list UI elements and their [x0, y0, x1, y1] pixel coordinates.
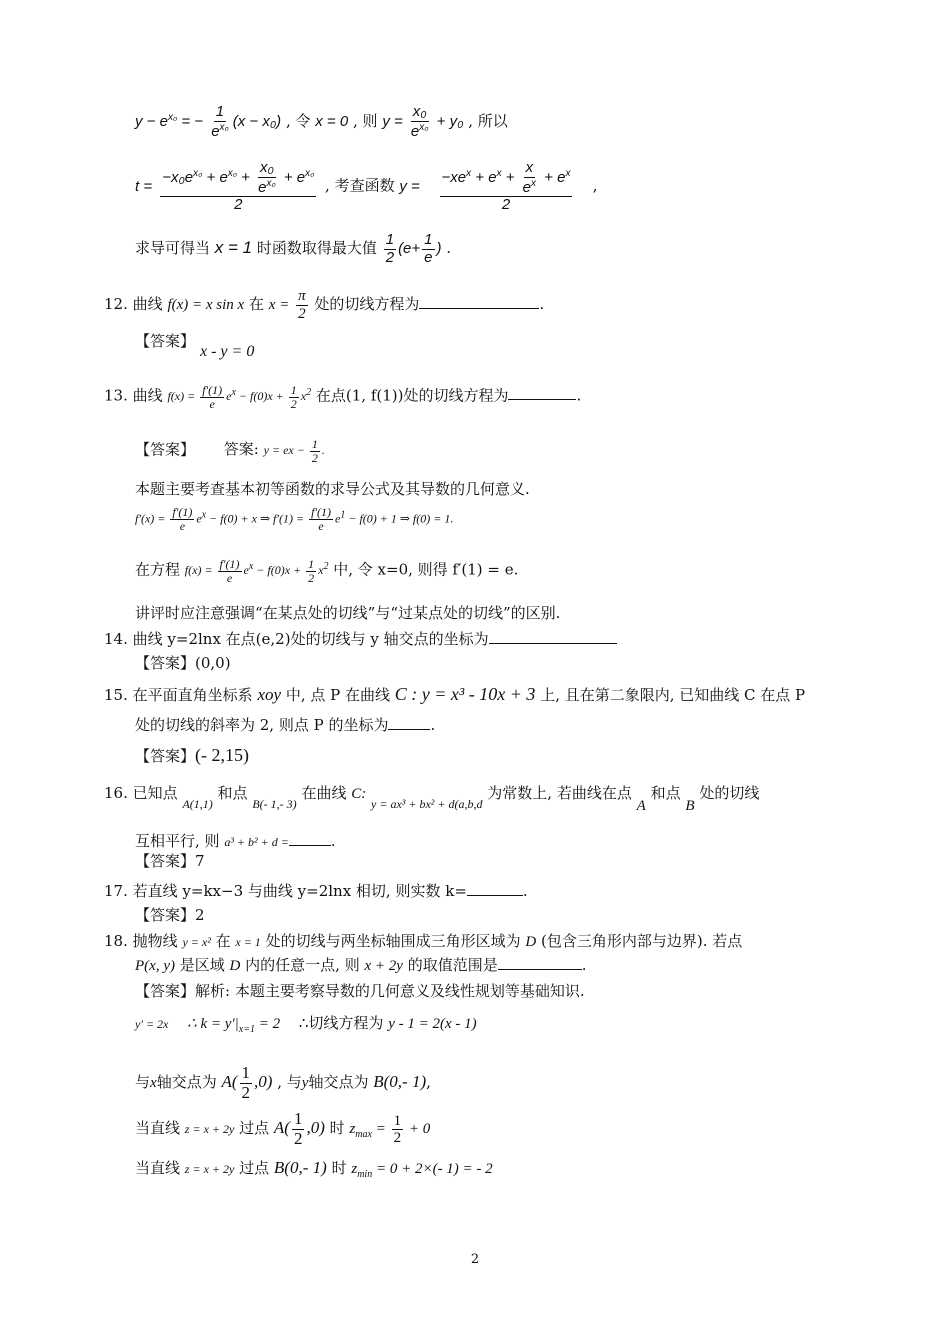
q18-slope: ∴ $k = y'|_{x=1} = 2$: [187, 1016, 281, 1035]
q16-point-b: B(- 1,- 3): [252, 797, 297, 811]
intercept-equation: y = $\frac{\text{x₀}}{e^{x_0}}$ + y₀: [382, 103, 464, 140]
q12-pi-over-2: $\frac{\pi}{2}$: [298, 288, 306, 322]
q18-s2x: x: [150, 1075, 157, 1092]
q13-answer: y = ex − $\frac{1}{2}$ .: [263, 437, 325, 466]
q18-end: .: [581, 956, 587, 974]
q13-end: .: [576, 386, 582, 405]
q18-zmax: $z_{max}$ = $\frac{1}{2}$ + 0: [349, 1112, 431, 1147]
q18-s3c: 时: [329, 1119, 345, 1138]
q16-t1: 已知点: [132, 784, 178, 802]
q15-answer: (- 2,15): [195, 745, 249, 765]
q16-end: .: [330, 832, 336, 850]
q13-blank: [508, 399, 576, 400]
text-shi: 时函数取得最大值: [256, 238, 377, 257]
q15-answer-line: [135, 745, 249, 767]
q18-s4c: 时: [331, 1159, 347, 1177]
x-one: x = 1: [214, 237, 253, 257]
q18-blank: [498, 969, 582, 970]
q18-t2: 在: [215, 932, 231, 950]
q16-answer-label: 【答案】: [135, 852, 196, 870]
q12-num: 12.: [104, 295, 128, 313]
q16-expr: a³ + b² + d =: [224, 835, 289, 849]
text-kaocha: , 考查函数: [325, 176, 395, 195]
q17-answer-line: [135, 906, 205, 924]
q17-num: 17.: [104, 882, 128, 900]
q18-s3z: z = x + 2y: [184, 1122, 235, 1137]
q18-tangent: y - 1 = 2(x - 1): [388, 1016, 477, 1032]
q14-answer: (0,0): [195, 654, 231, 672]
q12-end: .: [539, 295, 545, 313]
q18-t5: 是区域: [179, 956, 225, 974]
q13-exp3b: 中, 令 x=0, 则得 f′(1) = e.: [333, 560, 519, 579]
q12-blank: [419, 308, 539, 309]
text-ze: , 则: [352, 111, 378, 130]
q13-t1: 曲线: [132, 386, 163, 405]
q18-s2a: 与: [135, 1073, 151, 1092]
q18-s2c: , 与: [277, 1073, 302, 1092]
q16-t6: 处的切线: [699, 784, 760, 802]
q18-d: D: [525, 934, 537, 950]
page-number: 2: [470, 1252, 480, 1267]
q16-blank: [289, 845, 331, 846]
q18-t7: 的取值范围是: [407, 956, 498, 974]
q18-line-1: [104, 932, 742, 951]
q15-xoy: xoy: [257, 685, 282, 704]
q13-num: 13.: [104, 386, 128, 405]
q15-curve: C : y = x³ - 10x + 3: [394, 684, 536, 704]
q14-answer-line: [135, 654, 231, 672]
q12-function: f(x) = x sin x: [167, 297, 245, 313]
q18-t3: 处的切线与两坐标轴围成三角形区域为: [265, 932, 521, 950]
q12-answer: x - y = 0: [200, 343, 255, 360]
q15-line-1: [104, 684, 805, 706]
q12-line: [104, 288, 544, 322]
q17-answer-label: 【答案】: [135, 906, 196, 924]
q16-curve: y = ax³ + bx² + d(a,b,d: [371, 797, 483, 811]
q18-d2: D: [229, 958, 241, 974]
q18-s2e: ,: [426, 1073, 431, 1092]
q18-s3-point: A( $\frac{1}{2}$ ,0): [273, 1109, 325, 1148]
q15-t3: 上, 且在第二象限内, 已知曲线 C 在点 P: [540, 686, 806, 704]
q15-line-2: [135, 716, 435, 734]
q18-num: 18.: [104, 932, 128, 950]
q18-step-3: [135, 1110, 430, 1148]
q13-explain-3: [135, 558, 518, 585]
q16-point-a: A(1,1): [182, 797, 213, 811]
q18-s2b: 轴交点为: [156, 1073, 217, 1092]
q18-s3b: 过点: [239, 1119, 270, 1138]
q15-t1: 在平面直角坐标系: [132, 686, 253, 704]
q12-t2: 在: [248, 295, 264, 313]
q14-answer-label: 【答案】: [135, 654, 196, 672]
q18-line-2: [135, 956, 587, 975]
q18-s4-point: B(0,- 1): [273, 1158, 327, 1177]
q18-step-1: [135, 1014, 477, 1036]
q13-exp3-formula: f(x) = $\frac{f'(1)}{e}$ $e^x - f(0)x$ + $\frac{1}{2}$ $x^2$: [184, 557, 329, 586]
q15-t4: 处的切线的斜率为 2, 则点 P 的坐标为: [135, 716, 389, 734]
q16-curve-c: C:: [351, 786, 367, 802]
q18-t6: 内的任意一点, 则: [245, 956, 360, 974]
y-function: y = $-xe^x + e^x$ + $\frac{x}{e^x}$ + $e^x$ 2: [399, 159, 571, 213]
q13-answer-line: [135, 438, 325, 465]
x-zero: x = 0: [315, 112, 349, 130]
q16-t2: 和点: [217, 784, 248, 802]
text-comma: ,: [592, 176, 598, 195]
q12-xeq: x =: [268, 297, 290, 313]
q16-t7: 互相平行, 则: [135, 832, 220, 850]
q16-line-2: [135, 832, 336, 850]
q16-answer-line: [135, 852, 205, 870]
q18-point-a: A( $\frac{1}{2}$ ,0): [221, 1063, 273, 1102]
q15-num: 15.: [104, 686, 128, 704]
q14-blank: [489, 643, 617, 644]
q18-parabola: y = x²: [182, 935, 211, 949]
q16-t3: 在曲线: [301, 784, 347, 802]
q13-exp3a: 在方程: [135, 560, 181, 579]
q15-answer-label: 【答案】: [135, 747, 196, 765]
q14-text: 曲线 y=2lnx 在点(e,2)处的切线与 y 轴交点的坐标为: [132, 630, 489, 648]
q13-explain-2: f′(x) = $\frac{f'(1)}{e}$ $e^x - f(0) + x$ ⇒ f′(1) = $\frac{f'(1)}{e}$ $e^1 - f(0) + 1$ ⇒ f(0) = 1.: [135, 505, 454, 534]
q18-point-b: B(0,- 1): [373, 1072, 427, 1092]
q17-text: 若直线 y=kx−3 与曲线 y=2lnx 相切, 则实数 k=: [132, 882, 467, 900]
q18-point-p: P(x, y): [135, 958, 175, 974]
q12-t3: 处的切线方程为: [314, 295, 420, 313]
q13-line: [104, 384, 581, 411]
q12-answer-label: 【答案】: [135, 332, 196, 350]
q17-blank: [467, 895, 523, 896]
q16-b: B: [685, 798, 695, 814]
top-line-3: [135, 232, 451, 266]
q18-s4b: 过点: [239, 1159, 270, 1177]
text-suoyi: , 所以: [468, 111, 508, 130]
q18-s4a: 当直线: [135, 1159, 181, 1177]
top-line-1: [135, 104, 508, 140]
q18-s2d: 轴交点为: [308, 1073, 369, 1092]
q18-s4z: z = x + 2y: [184, 1162, 235, 1176]
q13-function: f(x) = $\frac{f'(1)}{e}$ $e^x - f(0)x$ + $\frac{1}{2}$ $x^2$: [167, 383, 312, 412]
q14-line: [104, 630, 617, 648]
q18-zmin: $z_{min} = 0 + 2\times(-$ 1) = - 2: [351, 1161, 493, 1180]
q15-t2: 中, 点 P 在曲线: [285, 686, 390, 704]
q17-answer: 2: [195, 906, 205, 924]
q18-s1c: ∴切线方程为: [298, 1014, 384, 1032]
q16-num: 16.: [104, 784, 128, 802]
top-line-2: [135, 160, 598, 214]
q18-answer-label: 【答案】: [135, 982, 196, 1000]
q15-end: .: [430, 716, 436, 734]
q13-t2: 在点(1, f(1))处的切线方程为: [315, 386, 509, 405]
q13-explain-4: 讲评时应注意强调“在某点处的切线”与“过某点处的切线”的区别.: [135, 604, 561, 622]
q16-answer: 7: [195, 852, 205, 870]
max-value: $\frac{1}{2}$ (e+ $\frac{1}{e}$ ): [385, 231, 442, 266]
q18-t4: (包含三角形内部与边界). 若点: [541, 932, 743, 950]
q18-x1: x = 1: [235, 935, 261, 949]
q16-line-1: [104, 784, 759, 815]
q18-s3a: 当直线: [135, 1119, 181, 1138]
text-dot: .: [446, 238, 452, 257]
t-equation: t = $-x_0e^{x_0} + e^{x_0}$ + $\frac{\text{x₀}}{e^{x_0}}$ + $e^{x_0}$ 2: [135, 159, 315, 213]
q15-blank: [388, 729, 430, 730]
q18-t1: 抛物线: [132, 932, 178, 950]
text-ling: , 令: [285, 111, 311, 130]
q17-line: [104, 882, 528, 900]
q18-s2y: y: [301, 1075, 309, 1092]
q18-answer-line: [135, 982, 585, 1000]
q13-answer-label: 【答案】: [135, 440, 196, 459]
q18-derivative: y′ = 2x: [135, 1017, 169, 1031]
q17-end: .: [522, 882, 528, 900]
q12-t1: 曲线: [132, 295, 163, 313]
q18-answer-text: 解析: 本题主要考察导数的几何意义及线性规划等基础知识.: [195, 982, 585, 1000]
q13-explain-1: 本题主要考查基本初等函数的求导公式及其导数的几何意义.: [135, 480, 530, 498]
q14-num: 14.: [104, 630, 128, 648]
tangent-equation: $y - e^{x_0}$ = − $\frac{1}{e^{x_0}}$ (x − x₀): [135, 103, 282, 140]
q18-expr: x + 2y: [364, 958, 403, 974]
q16-t4: 为常数上, 若曲线在点: [487, 784, 632, 802]
q16-t5: 和点: [650, 784, 681, 802]
q18-step-2: [135, 1064, 431, 1102]
q16-a: A: [636, 798, 646, 814]
q18-step-4: [135, 1158, 493, 1181]
q13-answer-text: 答案:: [223, 440, 259, 459]
text-qiudao: 求导可得当: [135, 238, 211, 257]
